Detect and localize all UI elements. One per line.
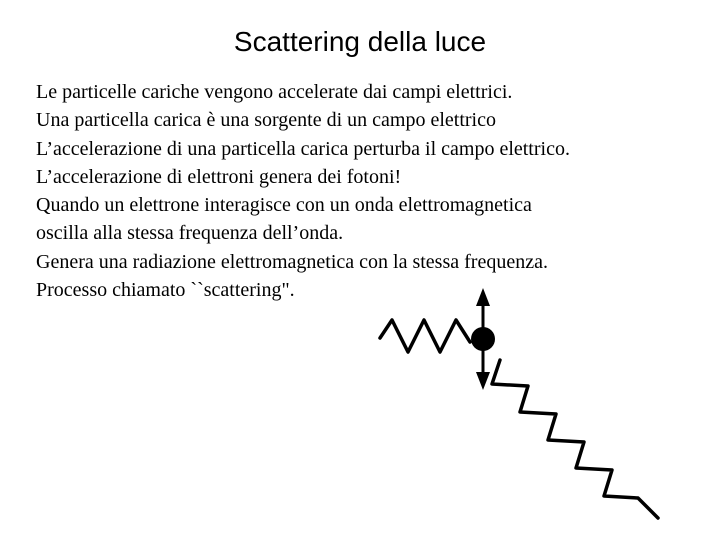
body-line: L’accelerazione di una particella carica perturba il campo elettrico. [36,137,570,160]
body-line: Le particelle cariche vengono accelerate dai campi elettrici. [36,81,513,103]
body-line: Genera una radiazione elettromagnetica con la stessa frequenza. [36,250,548,273]
body-line: oscilla alla stessa frequenza dell’onda. [36,222,344,245]
body-line: Quando un elettrone interagisce con un onda elettromagnetica [36,194,532,217]
body-line: Processo chiamato ``scattering". [36,279,295,302]
scattering-diagram [370,280,670,530]
arrow-head-down [476,372,490,390]
slide-title: Scattering della luce [233,26,487,57]
electron-dot [471,327,495,351]
arrow-head-up [476,288,490,306]
slide-body [36,78,706,304]
scattered-wave [492,360,658,518]
body-line: Una particella carica è una sorgente di un campo elettrico [36,109,496,132]
incoming-wave [380,320,470,352]
body-line: L’accelerazione di elettroni genera dei fotoni! [36,165,402,188]
